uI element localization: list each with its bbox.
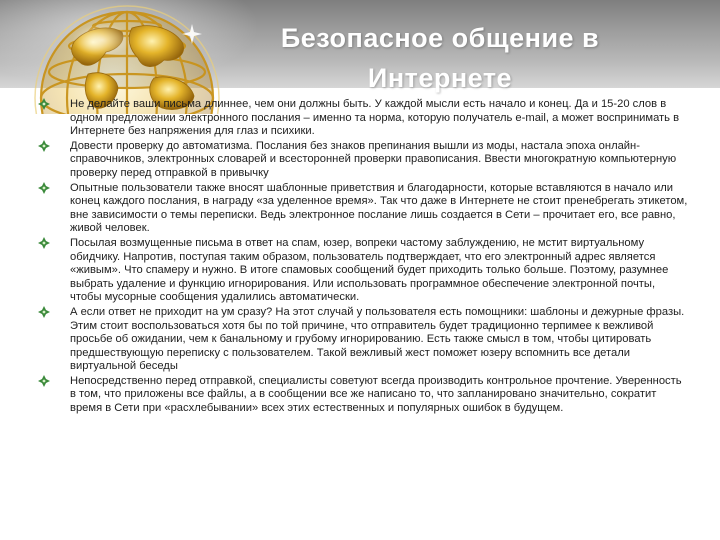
- list-item: [38, 98, 688, 139]
- title-line-2: Интернете: [367, 63, 513, 93]
- diamond-bullet-icon: [38, 306, 50, 318]
- list-item: [38, 182, 688, 236]
- list-item: [38, 140, 688, 181]
- diamond-bullet-icon: [38, 237, 50, 249]
- list-item-text: А если ответ не приходит на ум сразу? На этот случай у пользователя есть помощники: шаблоны и дежурные фразы. Этим стоит воспользоваться хотя бы по той причине, что отправитель будет традиционно терпимее к вежливой просьбе об ожидании, чем к банальному и грубому игнорированию. Есть также смысл в том, чтобы цитировать предшествующую переписку с пользователем. Такой вежливый жест поможет юзеру вспомнить все детали виртуальной беседы: [70, 305, 685, 373]
- list-item-text: Посылая возмущенные письма в ответ на спам, юзер, вопреки частому заблуждению, не мстит виртуальному обидчику. Напротив, поступая таким образом, пользователь подтверждает, что его электронный адрес является «живым». Что спамеру и нужно. В итоге спамовых сообщений будет приходить только больше. Поэтому, разумнее выбрать удаление и функцию игнорирования. Или использовать программное обеспечение электронной почты, чтобы мусорные сообщения удалились автоматически.: [70, 236, 669, 304]
- list-item-text: Опытные пользователи также вносят шаблонные приветствия и благодарности, которые вставляются в начало или конец каждого послания, в награду «за уделенное время». Так что даже в Интернете не стоит пренебрегать этикетом, вне зависимости о темы переписки. Ведь электронное послание лишь создается в Сети – прочитает его, все равно, живой человек.: [70, 181, 688, 235]
- diamond-bullet-icon: [38, 375, 50, 387]
- list-item-text: Довести проверку до автоматизма. Послания без знаков препинания вышли из моды, настала эпоха онлайн-справочников, электронных словарей и всесторонней проверки правописания. Ввести многократную компьютерную проверку перед отправкой в привычку: [70, 139, 677, 179]
- bullet-list: [38, 98, 688, 417]
- list-item: [38, 375, 688, 416]
- title-line-1: Безопасное общение в: [280, 23, 600, 53]
- page-title: [240, 18, 640, 98]
- list-item-text: Непосредственно перед отправкой, специалисты советуют всегда производить контрольное прочтение. Уверенность в том, что приложены все файлы, а в сообщении все же написано то, что запланировано значительно, сократит время в Сети при «расхлебывании» всех этих естественных и популярных ошибок в будущем.: [70, 374, 682, 415]
- list-item-text: Не делайте ваши письма длиннее, чем они должны быть. У каждой мысли есть начало и конец. Да и 15-20 слов в одном предложении электронного послания – именно та норма, которую получатель e-mail, а может воспринимать в Интернете без напряжения для глаз и психики.: [70, 98, 680, 138]
- diamond-bullet-icon: [38, 140, 50, 152]
- list-item: [38, 237, 688, 305]
- diamond-bullet-icon: [38, 182, 50, 194]
- list-item: [38, 306, 688, 374]
- diamond-bullet-icon: [38, 98, 50, 110]
